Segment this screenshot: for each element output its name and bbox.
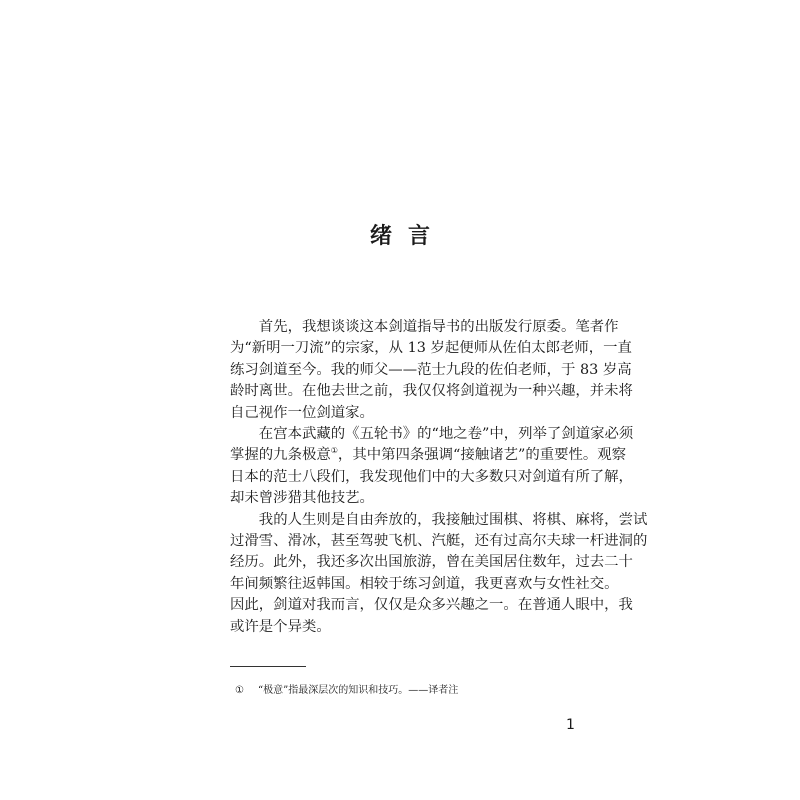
footnote-reference[interactable]: ① bbox=[330, 446, 338, 456]
text-line: 自己视作一位剑道家。 bbox=[230, 404, 374, 421]
text-line: 龄时离世。在他去世之前，我仅仅将剑道视为一种兴趣，并未将 bbox=[230, 383, 633, 400]
text-line: 却未曾涉猎其他技艺。 bbox=[230, 490, 374, 507]
text-line: 经历。此外，我还多次出国旅游，曾在美国居住数年，过去二十 bbox=[230, 554, 633, 571]
text-segment: ，其中第四条强调“接触诸艺”的重要性。观察 bbox=[337, 447, 627, 464]
footnote-mark: ① bbox=[235, 685, 244, 696]
text-line: 练习剑道至今。我的师父——范士九段的佐伯老师，于 83 岁高 bbox=[230, 361, 632, 378]
text-line: 为“新明一刀流”的宗家，从 13 岁起便师从佐伯太郎老师，一直 bbox=[230, 340, 632, 357]
paragraph-1 bbox=[230, 317, 633, 424]
text-line: 或许是个异类。 bbox=[230, 618, 331, 635]
chapter-title: 绪言 bbox=[369, 223, 446, 249]
text-line: 因此，剑道对我而言，仅仅是众多兴趣之一。在普通人眼中，我 bbox=[230, 597, 633, 614]
text-line bbox=[230, 445, 627, 466]
text-line: 首先，我想谈谈这本剑道指导书的出版发行原委。笔者作 bbox=[258, 319, 619, 335]
page-number: 1 bbox=[566, 717, 575, 733]
text-segment: 掌握的九条极意 bbox=[230, 447, 331, 464]
text-line: 在宫本武藏的《五轮书》的“地之卷”中，列举了剑道家必须 bbox=[258, 426, 634, 443]
footnote-text: “极意”指最深层次的知识和技巧。——译者注 bbox=[257, 685, 459, 696]
footnote-divider bbox=[230, 666, 306, 667]
text-line: 我的人生则是自由奔放的，我接触过围棋、将棋、麻将，尝试 bbox=[258, 511, 648, 528]
text-line: 年间频繁往返韩国。相较于练习剑道，我更喜欢与女性社交。 bbox=[230, 575, 619, 592]
text-line: 日本的范士八段们，我发现他们中的大多数只对剑道有所了解， bbox=[230, 468, 633, 485]
paragraph-2 bbox=[230, 424, 634, 510]
footnote bbox=[235, 684, 458, 698]
text-line: 过滑雪、滑冰，甚至驾驶飞机、汽艇，还有过高尔夫球一杆进洞的 bbox=[230, 533, 648, 550]
paragraph-3 bbox=[230, 510, 648, 638]
body-text bbox=[230, 317, 648, 638]
